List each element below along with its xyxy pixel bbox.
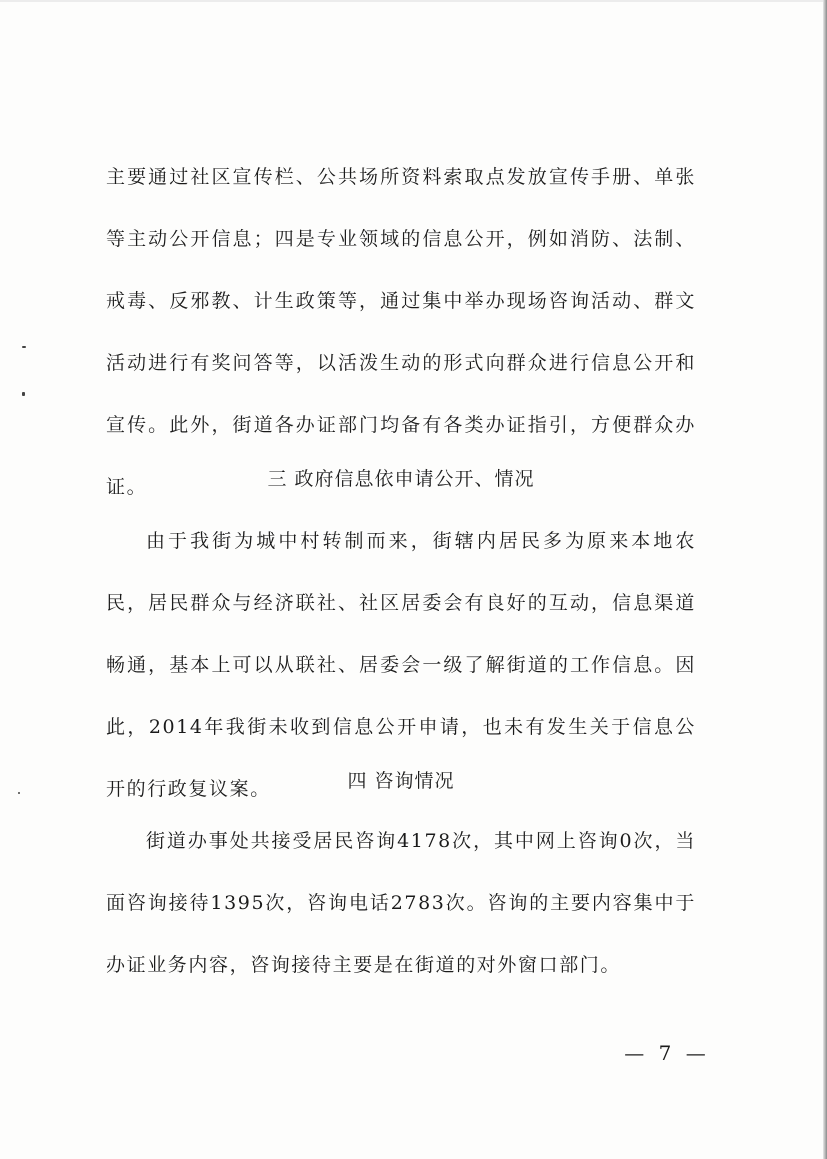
body-paragraph-1: 主要通过社区宣传栏、公共场所资料索取点发放宣传手册、单张等主动公开信息；四是专业领域的信息公开，例如消防、法制、戒毒、反邪教、计生政策等，通过集中举办现场咨询活动、群文活动进行有奖问答等，以活泼生动的形式向群众进行信息公开和宣传。此外，街道各办证部门均备有各类办证指引，方便群众办证。 [106, 166, 696, 498]
body-paragraph-2: 由于我街为城中村转制而来，街辖内居民多为原来本地农民，居民群众与经济联社、社区居委会有良好的互动，信息渠道畅通，基本上可以从联社、居委会一级了解街道的工作信息。因此，2014年我街未收到信息公开申请，也未有发生关于信息公开的行政复议案。 [106, 530, 696, 800]
scan-speck [18, 792, 20, 794]
scan-speck [22, 346, 26, 348]
scan-speck [22, 392, 25, 396]
section-heading-3: 三 政府信息依申请公开、情况 [267, 468, 535, 490]
body-paragraph-3: 街道办事处共接受居民咨询4178次，其中网上咨询0次，当面咨询接待1395次，咨询电话2783次。咨询的主要内容集中于办证业务内容，咨询接待主要是在街道的对外窗口部门。 [106, 830, 696, 976]
section-heading-4: 四 咨询情况 [347, 770, 455, 792]
scan-edge-top [0, 0, 827, 2]
scan-edge-right [823, 0, 827, 1159]
page-number: — 7 — [624, 1041, 710, 1065]
